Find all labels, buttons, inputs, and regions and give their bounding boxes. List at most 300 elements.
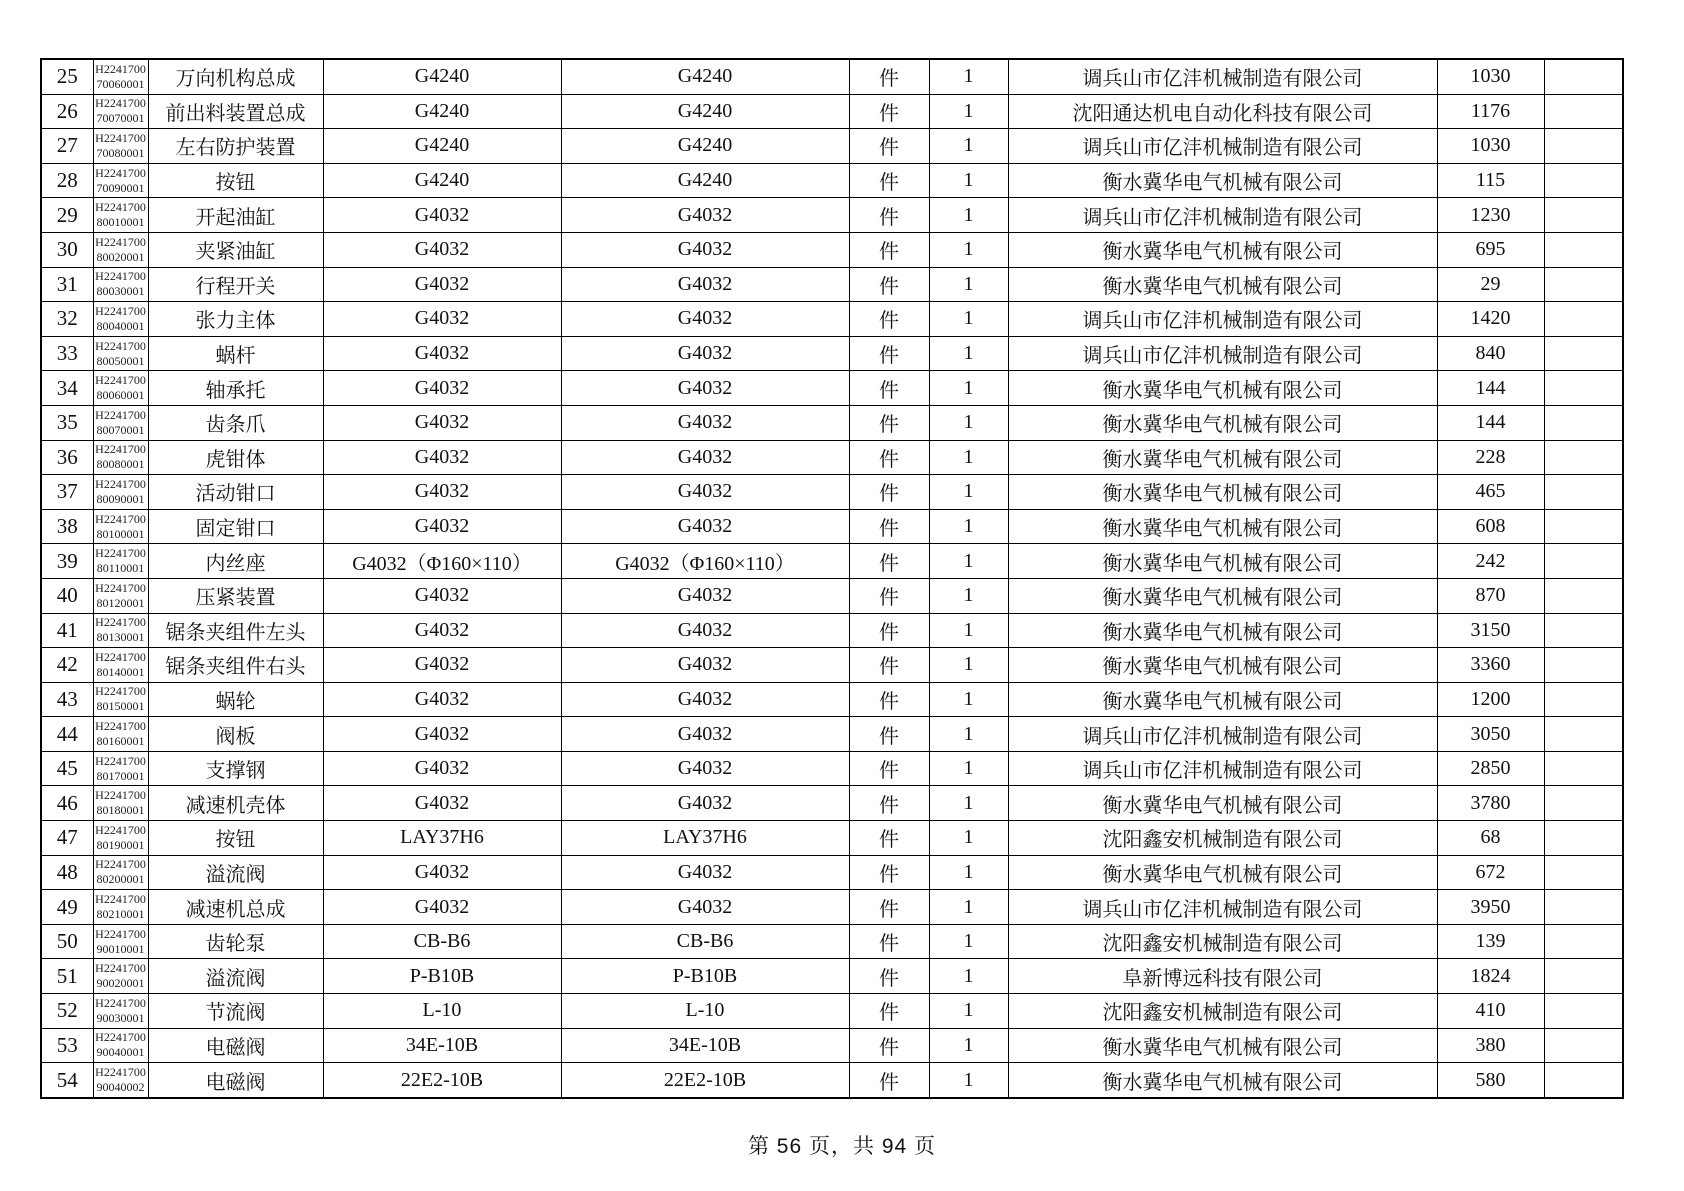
part-name-cell: 齿条爪 <box>148 405 323 440</box>
part-code-cell <box>93 129 148 164</box>
unit-cell: 件 <box>849 440 929 475</box>
table-row <box>41 475 1623 510</box>
quantity-cell: 1 <box>929 405 1008 440</box>
part-name-cell: 电磁阀 <box>148 1063 323 1098</box>
part-code-cell <box>93 198 148 233</box>
part-code-line1: H2241700 <box>95 373 146 388</box>
blank-cell <box>1544 267 1623 302</box>
row-number-cell: 38 <box>41 509 93 544</box>
blank-cell <box>1544 855 1623 890</box>
part-name-cell: 前出料装置总成 <box>148 94 323 129</box>
part-code-cell <box>93 440 148 475</box>
part-code-cell <box>93 544 148 579</box>
parts-table <box>40 58 1624 1099</box>
supplier-cell: 衡水冀华电气机械有限公司 <box>1008 509 1437 544</box>
part-code-line1: H2241700 <box>95 476 146 491</box>
part-code-cell <box>93 1063 148 1098</box>
quantity-cell: 1 <box>929 267 1008 302</box>
blank-cell <box>1544 648 1623 683</box>
quantity-cell: 1 <box>929 855 1008 890</box>
unit-cell: 件 <box>849 302 929 337</box>
model-spec-2-cell: G4032 <box>561 198 849 233</box>
model-spec-2-cell: G4032 <box>561 751 849 786</box>
price-cell: 465 <box>1437 475 1544 510</box>
table-row <box>41 163 1623 198</box>
blank-cell <box>1544 717 1623 752</box>
model-spec-2-cell: G4240 <box>561 163 849 198</box>
price-cell: 695 <box>1437 232 1544 267</box>
part-name-cell: 支撑钢 <box>148 751 323 786</box>
model-spec-cell: 22E2-10B <box>323 1063 561 1098</box>
supplier-cell: 阜新博远科技有限公司 <box>1008 959 1437 994</box>
part-code-cell <box>93 717 148 752</box>
model-spec-2-cell: G4032 <box>561 405 849 440</box>
model-spec-2-cell: G4032 <box>561 855 849 890</box>
quantity-cell: 1 <box>929 232 1008 267</box>
blank-cell <box>1544 1028 1623 1063</box>
row-number-cell: 33 <box>41 336 93 371</box>
blank-cell <box>1544 959 1623 994</box>
model-spec-2-cell: G4032 <box>561 475 849 510</box>
part-code-line2: 80020001 <box>96 249 145 264</box>
part-code-line2: 80090001 <box>96 491 145 506</box>
model-spec-2-cell: G4032 <box>561 371 849 406</box>
price-cell: 144 <box>1437 371 1544 406</box>
model-spec-cell: G4032 <box>323 578 561 613</box>
price-cell: 1176 <box>1437 94 1544 129</box>
quantity-cell: 1 <box>929 890 1008 925</box>
blank-cell <box>1544 232 1623 267</box>
supplier-cell: 衡水冀华电气机械有限公司 <box>1008 682 1437 717</box>
blank-cell <box>1544 890 1623 925</box>
blank-cell <box>1544 129 1623 164</box>
supplier-cell: 调兵山市亿沣机械制造有限公司 <box>1008 198 1437 233</box>
table-row <box>41 198 1623 233</box>
unit-cell: 件 <box>849 475 929 510</box>
part-code-line2: 70060001 <box>96 76 145 91</box>
part-code-cell <box>93 855 148 890</box>
row-number-cell: 41 <box>41 613 93 648</box>
part-name-cell: 溢流阀 <box>148 959 323 994</box>
blank-cell <box>1544 994 1623 1029</box>
unit-cell: 件 <box>849 1063 929 1098</box>
part-code-line2: 90020001 <box>96 976 145 991</box>
model-spec-2-cell: G4032 <box>561 232 849 267</box>
part-name-cell: 溢流阀 <box>148 855 323 890</box>
model-spec-cell: G4032 <box>323 232 561 267</box>
model-spec-cell: G4032 <box>323 509 561 544</box>
blank-cell <box>1544 924 1623 959</box>
row-number-cell: 40 <box>41 578 93 613</box>
model-spec-cell: G4032 <box>323 890 561 925</box>
unit-cell: 件 <box>849 59 929 94</box>
part-code-line1: H2241700 <box>95 234 146 249</box>
unit-cell: 件 <box>849 578 929 613</box>
supplier-cell: 衡水冀华电气机械有限公司 <box>1008 786 1437 821</box>
unit-cell: 件 <box>849 94 929 129</box>
price-cell: 2850 <box>1437 751 1544 786</box>
model-spec-cell: G4032 <box>323 267 561 302</box>
quantity-cell: 1 <box>929 924 1008 959</box>
model-spec-2-cell: G4032 <box>561 648 849 683</box>
table-row <box>41 959 1623 994</box>
price-cell: 3780 <box>1437 786 1544 821</box>
row-number-cell: 45 <box>41 751 93 786</box>
row-number-cell: 37 <box>41 475 93 510</box>
quantity-cell: 1 <box>929 648 1008 683</box>
part-code-line1: H2241700 <box>95 511 146 526</box>
supplier-cell: 调兵山市亿沣机械制造有限公司 <box>1008 890 1437 925</box>
part-code-line1: H2241700 <box>95 892 146 907</box>
blank-cell <box>1544 198 1623 233</box>
unit-cell: 件 <box>849 509 929 544</box>
model-spec-2-cell: G4240 <box>561 59 849 94</box>
part-name-cell: 张力主体 <box>148 302 323 337</box>
blank-cell <box>1544 475 1623 510</box>
model-spec-cell: CB-B6 <box>323 924 561 959</box>
part-code-cell <box>93 509 148 544</box>
price-cell: 3950 <box>1437 890 1544 925</box>
part-code-line2: 90010001 <box>96 941 145 956</box>
model-spec-2-cell: G4032 <box>561 786 849 821</box>
quantity-cell: 1 <box>929 475 1008 510</box>
quantity-cell: 1 <box>929 371 1008 406</box>
row-number-cell: 53 <box>41 1028 93 1063</box>
supplier-cell: 衡水冀华电气机械有限公司 <box>1008 1063 1437 1098</box>
part-name-cell: 轴承托 <box>148 371 323 406</box>
quantity-cell: 1 <box>929 198 1008 233</box>
part-code-line1: H2241700 <box>95 719 146 734</box>
quantity-cell: 1 <box>929 129 1008 164</box>
part-name-cell: 齿轮泵 <box>148 924 323 959</box>
part-code-cell <box>93 405 148 440</box>
row-number-cell: 39 <box>41 544 93 579</box>
price-cell: 380 <box>1437 1028 1544 1063</box>
price-cell: 228 <box>1437 440 1544 475</box>
blank-cell <box>1544 302 1623 337</box>
part-code-line2: 80010001 <box>96 215 145 230</box>
model-spec-2-cell: G4032 <box>561 440 849 475</box>
part-code-cell <box>93 232 148 267</box>
blank-cell <box>1544 59 1623 94</box>
part-code-line2: 80190001 <box>96 837 145 852</box>
part-name-cell: 减速机总成 <box>148 890 323 925</box>
part-code-line2: 80060001 <box>96 388 145 403</box>
part-code-cell <box>93 578 148 613</box>
unit-cell: 件 <box>849 855 929 890</box>
part-code-cell <box>93 890 148 925</box>
part-code-line1: H2241700 <box>95 1065 146 1080</box>
part-code-line1: H2241700 <box>95 753 146 768</box>
table-row <box>41 613 1623 648</box>
part-code-cell <box>93 1028 148 1063</box>
part-code-line1: H2241700 <box>95 338 146 353</box>
table-row <box>41 59 1623 94</box>
blank-cell <box>1544 405 1623 440</box>
part-code-cell <box>93 682 148 717</box>
quantity-cell: 1 <box>929 786 1008 821</box>
part-code-line1: H2241700 <box>95 857 146 872</box>
price-cell: 608 <box>1437 509 1544 544</box>
table-row <box>41 924 1623 959</box>
model-spec-2-cell: G4032（Φ160×110） <box>561 544 849 579</box>
price-cell: 1420 <box>1437 302 1544 337</box>
price-cell: 1200 <box>1437 682 1544 717</box>
supplier-cell: 衡水冀华电气机械有限公司 <box>1008 440 1437 475</box>
page-number-footer: 第 56 页，共 94 页 <box>747 1135 937 1158</box>
unit-cell: 件 <box>849 751 929 786</box>
price-cell: 29 <box>1437 267 1544 302</box>
part-code-line1: H2241700 <box>95 546 146 561</box>
blank-cell <box>1544 544 1623 579</box>
part-code-cell <box>93 821 148 856</box>
model-spec-cell: G4032 <box>323 198 561 233</box>
supplier-cell: 衡水冀华电气机械有限公司 <box>1008 648 1437 683</box>
quantity-cell: 1 <box>929 717 1008 752</box>
model-spec-cell: G4032 <box>323 751 561 786</box>
part-code-line1: H2241700 <box>95 822 146 837</box>
unit-cell: 件 <box>849 371 929 406</box>
row-number-cell: 26 <box>41 94 93 129</box>
table-row <box>41 232 1623 267</box>
blank-cell <box>1544 371 1623 406</box>
part-code-cell <box>93 163 148 198</box>
part-code-line1: H2241700 <box>95 61 146 76</box>
model-spec-2-cell: LAY37H6 <box>561 821 849 856</box>
supplier-cell: 衡水冀华电气机械有限公司 <box>1008 855 1437 890</box>
part-name-cell: 蜗轮 <box>148 682 323 717</box>
supplier-cell: 衡水冀华电气机械有限公司 <box>1008 267 1437 302</box>
part-code-cell <box>93 59 148 94</box>
part-name-cell: 行程开关 <box>148 267 323 302</box>
part-code-line1: H2241700 <box>95 961 146 976</box>
supplier-cell: 调兵山市亿沣机械制造有限公司 <box>1008 751 1437 786</box>
unit-cell: 件 <box>849 163 929 198</box>
supplier-cell: 衡水冀华电气机械有限公司 <box>1008 405 1437 440</box>
unit-cell: 件 <box>849 924 929 959</box>
unit-cell: 件 <box>849 129 929 164</box>
blank-cell <box>1544 578 1623 613</box>
supplier-cell: 衡水冀华电气机械有限公司 <box>1008 1028 1437 1063</box>
quantity-cell: 1 <box>929 578 1008 613</box>
row-number-cell: 52 <box>41 994 93 1029</box>
unit-cell: 件 <box>849 717 929 752</box>
quantity-cell: 1 <box>929 302 1008 337</box>
model-spec-2-cell: G4032 <box>561 613 849 648</box>
part-code-cell <box>93 267 148 302</box>
model-spec-cell: G4032 <box>323 371 561 406</box>
model-spec-2-cell: P-B10B <box>561 959 849 994</box>
row-number-cell: 43 <box>41 682 93 717</box>
supplier-cell: 沈阳鑫安机械制造有限公司 <box>1008 994 1437 1029</box>
part-code-line2: 80110001 <box>96 561 145 576</box>
model-spec-cell: P-B10B <box>323 959 561 994</box>
model-spec-cell: G4032 <box>323 682 561 717</box>
part-code-line1: H2241700 <box>95 788 146 803</box>
quantity-cell: 1 <box>929 751 1008 786</box>
blank-cell <box>1544 336 1623 371</box>
supplier-cell: 衡水冀华电气机械有限公司 <box>1008 544 1437 579</box>
row-number-cell: 49 <box>41 890 93 925</box>
part-code-line1: H2241700 <box>95 165 146 180</box>
part-code-cell <box>93 302 148 337</box>
quantity-cell: 1 <box>929 163 1008 198</box>
model-spec-2-cell: G4032 <box>561 267 849 302</box>
part-code-line1: H2241700 <box>95 684 146 699</box>
part-code-line1: H2241700 <box>95 303 146 318</box>
unit-cell: 件 <box>849 1028 929 1063</box>
part-code-line1: H2241700 <box>95 442 146 457</box>
part-code-line1: H2241700 <box>95 130 146 145</box>
table-row <box>41 129 1623 164</box>
part-code-cell <box>93 371 148 406</box>
row-number-cell: 48 <box>41 855 93 890</box>
part-code-cell <box>93 94 148 129</box>
parts-table-body <box>41 59 1623 1098</box>
row-number-cell: 27 <box>41 129 93 164</box>
supplier-cell: 调兵山市亿沣机械制造有限公司 <box>1008 59 1437 94</box>
price-cell: 580 <box>1437 1063 1544 1098</box>
row-number-cell: 42 <box>41 648 93 683</box>
part-code-line2: 80150001 <box>96 699 145 714</box>
part-name-cell: 夹紧油缸 <box>148 232 323 267</box>
quantity-cell: 1 <box>929 994 1008 1029</box>
row-number-cell: 46 <box>41 786 93 821</box>
part-code-line2: 90040002 <box>96 1080 145 1095</box>
row-number-cell: 36 <box>41 440 93 475</box>
part-code-cell <box>93 751 148 786</box>
table-row <box>41 751 1623 786</box>
part-code-line2: 70070001 <box>96 111 145 126</box>
unit-cell: 件 <box>849 786 929 821</box>
supplier-cell: 调兵山市亿沣机械制造有限公司 <box>1008 717 1437 752</box>
part-name-cell: 开起油缸 <box>148 198 323 233</box>
quantity-cell: 1 <box>929 59 1008 94</box>
table-row <box>41 302 1623 337</box>
row-number-cell: 32 <box>41 302 93 337</box>
model-spec-cell: G4032 <box>323 786 561 821</box>
supplier-cell: 调兵山市亿沣机械制造有限公司 <box>1008 302 1437 337</box>
supplier-cell: 衡水冀华电气机械有限公司 <box>1008 232 1437 267</box>
model-spec-cell: G4032 <box>323 302 561 337</box>
price-cell: 1030 <box>1437 59 1544 94</box>
blank-cell <box>1544 163 1623 198</box>
model-spec-2-cell: 34E-10B <box>561 1028 849 1063</box>
quantity-cell: 1 <box>929 509 1008 544</box>
model-spec-cell: G4240 <box>323 59 561 94</box>
blank-cell <box>1544 440 1623 475</box>
model-spec-2-cell: G4032 <box>561 717 849 752</box>
model-spec-cell: G4240 <box>323 94 561 129</box>
model-spec-cell: G4032 <box>323 855 561 890</box>
model-spec-2-cell: L-10 <box>561 994 849 1029</box>
unit-cell: 件 <box>849 405 929 440</box>
price-cell: 3360 <box>1437 648 1544 683</box>
part-name-cell: 内丝座 <box>148 544 323 579</box>
model-spec-2-cell: G4240 <box>561 94 849 129</box>
part-name-cell: 蜗杆 <box>148 336 323 371</box>
part-code-line1: H2241700 <box>95 580 146 595</box>
unit-cell: 件 <box>849 613 929 648</box>
quantity-cell: 1 <box>929 1063 1008 1098</box>
price-cell: 115 <box>1437 163 1544 198</box>
supplier-cell: 调兵山市亿沣机械制造有限公司 <box>1008 129 1437 164</box>
quantity-cell: 1 <box>929 1028 1008 1063</box>
model-spec-cell: G4032 <box>323 717 561 752</box>
table-row <box>41 267 1623 302</box>
unit-cell: 件 <box>849 267 929 302</box>
price-cell: 1030 <box>1437 129 1544 164</box>
unit-cell: 件 <box>849 994 929 1029</box>
price-cell: 3050 <box>1437 717 1544 752</box>
blank-cell <box>1544 821 1623 856</box>
part-code-line2: 80160001 <box>96 734 145 749</box>
model-spec-cell: G4240 <box>323 163 561 198</box>
price-cell: 410 <box>1437 994 1544 1029</box>
unit-cell: 件 <box>849 890 929 925</box>
quantity-cell: 1 <box>929 821 1008 856</box>
part-code-line2: 80130001 <box>96 630 145 645</box>
supplier-cell: 衡水冀华电气机械有限公司 <box>1008 371 1437 406</box>
supplier-cell: 衡水冀华电气机械有限公司 <box>1008 475 1437 510</box>
row-number-cell: 30 <box>41 232 93 267</box>
quantity-cell: 1 <box>929 613 1008 648</box>
model-spec-2-cell: G4032 <box>561 682 849 717</box>
supplier-cell: 衡水冀华电气机械有限公司 <box>1008 613 1437 648</box>
blank-cell <box>1544 751 1623 786</box>
table-row <box>41 336 1623 371</box>
part-code-cell <box>93 786 148 821</box>
model-spec-2-cell: 22E2-10B <box>561 1063 849 1098</box>
table-row <box>41 717 1623 752</box>
supplier-cell: 调兵山市亿沣机械制造有限公司 <box>1008 336 1437 371</box>
part-name-cell: 锯条夹组件左头 <box>148 613 323 648</box>
part-code-line1: H2241700 <box>95 269 146 284</box>
part-code-line1: H2241700 <box>95 200 146 215</box>
model-spec-cell: G4032 <box>323 440 561 475</box>
part-code-line1: H2241700 <box>95 995 146 1010</box>
part-name-cell: 按钮 <box>148 821 323 856</box>
part-code-line2: 80120001 <box>96 595 145 610</box>
blank-cell <box>1544 786 1623 821</box>
model-spec-2-cell: G4032 <box>561 336 849 371</box>
table-row <box>41 890 1623 925</box>
table-row <box>41 855 1623 890</box>
price-cell: 144 <box>1437 405 1544 440</box>
part-name-cell: 按钮 <box>148 163 323 198</box>
model-spec-2-cell: G4032 <box>561 509 849 544</box>
unit-cell: 件 <box>849 959 929 994</box>
part-name-cell: 左右防护装置 <box>148 129 323 164</box>
part-name-cell: 阀板 <box>148 717 323 752</box>
table-row <box>41 648 1623 683</box>
part-code-line1: H2241700 <box>95 615 146 630</box>
model-spec-cell: G4032（Φ160×110） <box>323 544 561 579</box>
part-code-line2: 90030001 <box>96 1010 145 1025</box>
part-name-cell: 万向机构总成 <box>148 59 323 94</box>
table-row <box>41 682 1623 717</box>
price-cell: 1824 <box>1437 959 1544 994</box>
model-spec-cell: G4032 <box>323 475 561 510</box>
supplier-cell: 沈阳鑫安机械制造有限公司 <box>1008 821 1437 856</box>
supplier-cell: 衡水冀华电气机械有限公司 <box>1008 578 1437 613</box>
part-code-cell <box>93 959 148 994</box>
part-code-line2: 80070001 <box>96 422 145 437</box>
unit-cell: 件 <box>849 821 929 856</box>
quantity-cell: 1 <box>929 440 1008 475</box>
part-code-line2: 80180001 <box>96 803 145 818</box>
row-number-cell: 29 <box>41 198 93 233</box>
